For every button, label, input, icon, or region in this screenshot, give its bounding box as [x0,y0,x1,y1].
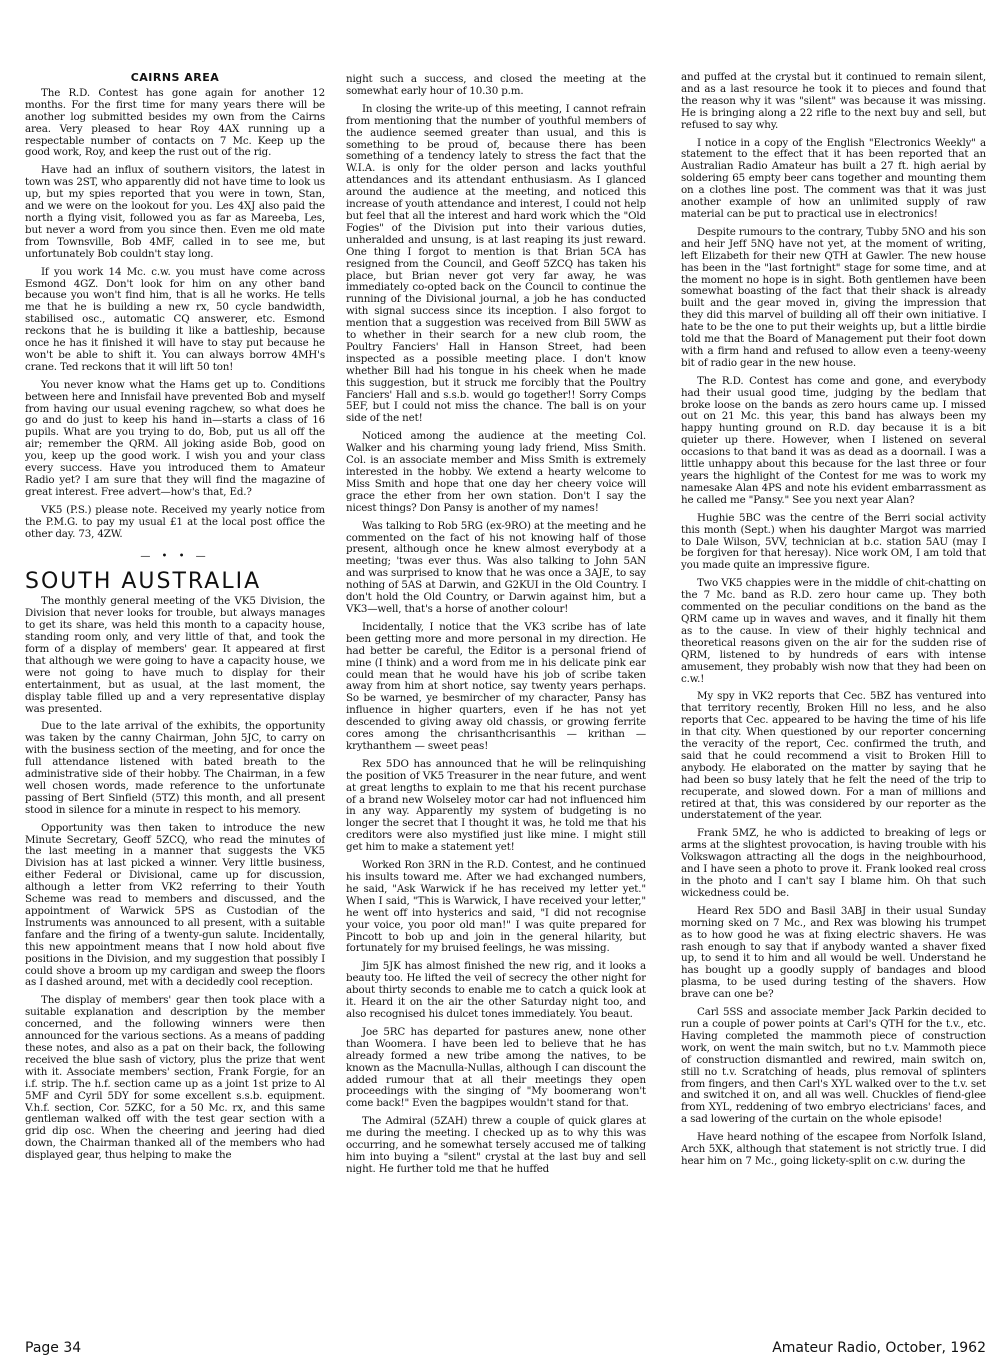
article-paragraph: Hughie 5BC was the centre of the Berri social activity this month (Sept.) when his daughter Margot was married to Dale Wilson, 5VV, technician at b.c. station 5AU (may I be forgiven for that heresay). Nice work OM, I am told that you made quite an impressive figure. [681,511,986,572]
article-paragraph: I notice in a copy of the English "Electronics Weekly" a statement to the effect that it has been reported that an Australian Radio Amateur has built a 27 ft. high aerial by soldering 65 empty beer cans together and mounting them on a clothes line post. The comment was that it was just another example of how an unlimited supply of raw material can be put to practical use in electronics! [681,136,986,220]
article-paragraph: The R.D. Contest has come and gone, and everybody had their usual good time, judging by the bedlam that broke loose on the bands as zero hours came up. I missed out on 21 Mc. this year, this band has always been my happy hunting ground on R.D. day because it is a bit quieter up there. However, when I listened on several occasions to that band it was as dead as a doornail. I was a little unhappy about this because for the last three or four years the highlight of the Contest for me was to work my namesake Alan 4PS and note his evident embarrassment as he called me "Pansy." See you next year Alan? [681,374,986,506]
article-paragraph: Despite rumours to the contrary, Tubby 5NO and his son and heir Jeff 5NQ have not yet, at the moment of writing, left Elizabeth for their new QTH at Gawler. The new house has been in the "last fortnight" stage for some time, and at the moment no hope is in sight. Both gentlemen have been somewhat boasting of the fact that their shack is already built and the gear moved in, giving the impression that they did this marvel of building all off their own initiative. I hate to be the one to put their weights up, but a little birdie told me that the Board of Management put their foot down with a firm hand and refused to allow even a teeny-weeny bit of radio gear in the new house. [681,225,986,369]
article-paragraph: Two VK5 chappies were in the middle of chit-chatting on the 7 Mc. band as R.D. zero hour came up. They both commented on the peculiar conditions on the band as the QRM came up in waves and waves, and it finally hit them as to the cause. In view of their highly technical and theoretical reasons given on the air for the sudden rise of QRM, listened to by hundreds of ears with intense amusement, they probably wish now that they had been on c.w.! [681,577,986,685]
article-paragraph: Have heard nothing of the escapee from Norfolk Island, Arch 5XK, although that statement is not strictly true. I did hear him on 7 Mc., going lickety-split on c.w. during the [681,1131,986,1167]
south-australia-heading: SOUTH AUSTRALIA [25,569,262,595]
cairns-paragraph: You never know what the Hams get up to. Conditions between here and Innisfail have prevented Bob and myself from having our usual evening ragchew, so what does he go and do just to keep his hand in—starts a class of 16 pupils. What are you trying to do, Bob, put us all off the air; remember the QRM. All joking aside Bob, good on you, keep up the good work. I wish you and your class every success. Have you introduced them to Amateur Radio yet? I am sure that they will find the magazine of great interest. Free advert—how's that, Ed.? [25,378,325,498]
article-paragraph: Carl 5SS and associate member Jack Parkin decided to run a couple of power points at Carl's QTH for the t.v., etc. Having completed the mammoth piece of construction work, on went the main switch, but no t.v. Mammoth piece of construction dismantled and rewired, main switch on, still no t.v. Scratching of heads, plus removal of splinters from fingers, and then Carl's XYL walked over to the t.v. set and switched it on, and all was well. Chuckles of fiend-glee from XYL, reddening of two embryo electricians' faces, and a sad lowering of the curtain on the whole episode! [681,1006,986,1126]
article-paragraph: The Admiral (5ZAH) threw a couple of quick glares at me during the meeting. I checked up as to why this was occurring, and he somewhat tersely accused me of talking him into buying a "silent" crystal at the last buy and sell night. He further told me that he huffed [346,1115,646,1175]
article-paragraph: Worked Ron 3RN in the R.D. Contest, and he continued his insults toward me. After we had exchanged numbers, he said, "Ask Warwick if he has received my letter yet." When I said, "This is Warwick, I have received your letter," he went off into hysterics and said, "I did not recognise your voice, you poor old man!" I was quite prepared for Pincott to bob up and join in the general hilarity, but fortunately for my bruised feelings, he was missing. [346,859,646,955]
article-paragraph: and puffed at the crystal but it continued to remain silent, and as a last resource he took it to pieces and found that the reason why it was "silent" was because it was missing. He is bringing along a 22 rifle to the next buy and sell, but refused to say why. [681,72,986,131]
sa-paragraph: The monthly general meeting of the VK5 Division, the Division that never looks for trouble, but always manages to get its share, was held this month to a capacity house, standing room only, and very little of that, and took the form of a display of members' gear. It appeared at first that although we were going to have a capacity house, we were not going to have much to display for their entertainment, but as usual, at the last moment, the display table filled up and a very representative display was presented. [25,595,325,715]
cairns-paragraph: Have had an influx of southern visitors, the latest in town was 2ST, who apparently did not have time to look us up, but my spies reported that you were in town, Stan, and we were on the lookout for you. Les 4XJ also paid the north a flying visit, followed you as far as Mareeba, Les, but never a word from you since then. Even me old mate from Townsville, Bob 4MF, called in to see me, but unfortunately Bob couldn't stay long. [25,164,325,260]
article-paragraph: Rex 5DO has announced that he will be relinquishing the position of VK5 Treasurer in the near future, and went at great lengths to explain to me that his recent purchase of a brand new Wolseley motor car had not influenced him in any way. Apparently my system of budgeting is no longer the secret that I thought it was, he told me that his creditors were also mystified just like mine. I might still get him to make a statement yet! [346,757,646,854]
column-left [25,72,325,1332]
section-separator: — • • — [140,550,210,562]
article-paragraph: Frank 5MZ, he who is addicted to breaking of legs or arms at the slightest provocation, is having trouble with his Volkswagon attracting all the dogs in the neighbourhood, and I have seen a photo to prove it. Frank looked real cross in the photo and I can't say I blame him. Oh that such wickedness could be. [681,827,986,899]
article-paragraph: My spy in VK2 reports that Cec. 5BZ has ventured into that territory recently, Broken Hill no less, and he also reports that Cec. appeared to be having the time of his life in that city. When questioned by our reporter concerning the veracity of the report, Cec. confirmed the truth, and said that he could recommend a visit to Broken Hill to anybody. He elaborated on the matter by saying that he had been so busy lately that he felt the need of the trip to recuperate, and slowed down. For a man of millions and retired at that, this was considered by our reporter as the understatement of the year. [681,690,986,822]
cairns-paragraph: VK5 (P.S.) please note. Received my yearly notice from the P.M.G. to pay my usual £1 at the local post office the other day. 73, 4ZW. [25,503,325,540]
article-paragraph: Jim 5JK has almost finished the new rig, and it looks a beauty too. He lifted the veil of secrecy the other night for about thirty seconds to enable me to catch a quick look at it. Heard it on the air the other Saturday night too, and also recognised his dulcet tones immediately. You beaut. [346,960,646,1020]
page-number: Page 34 [25,1340,82,1356]
magazine-masthead: Amateur Radio, October, 1962 [772,1340,986,1356]
article-paragraph: In closing the write-up of this meeting, I cannot refrain from mentioning that the number of youthful members of the audience seemed greater than usual, and this is something to be proud of, because there has been something of a tendency lately to stress the fact that the W.I.A. is only for the older person and lacks youthful attendances and its attendant enthusiasm. As I glanced around the audience at the meeting, and noticed this increase of youth attendance and interest, I could not help but feel that all the interest and hard work which the "Old Fogies" of the Division put into their various duties, unheralded and unsung, is at last reaping its just reward. One thing I forgot to mention is that Brian 5CA has resigned from the Council, and Geoff 5ZCQ has taken his place, but Brian never got very far away, he was immediately co-opted back on the Council to continue the running of the Divisional journal, a job he has conducted with signal success since its inception. I also forgot to mention that a suggestion was received from Bill 5WW as to whether in their search for a new club room, the Poultry Fanciers' Hall in Hanson Street, had been inspected as a possible meeting place. I don't know whether Bill had his tongue in his cheek when he made this suggestion, but it struck me forcibly that the Poultry Fanciers' Hall and s.s.b. would go together!! Sorry Comps 5EF, but I could not miss the chance. The ball is on your side of the net! [346,102,646,425]
cairns-heading: CAIRNS AREA [130,72,220,84]
column-middle [346,74,646,1332]
sa-paragraph: Opportunity was then taken to introduce the new Minute Secretary, Geoff 5ZCQ, who read the minutes of the last meeting in a manner that suggests the VK5 Division has at last picked a winner. Very little business, either Federal or Divisional, came up for discussion, although a letter from VK2 referring to their Youth Scheme was read to members and discussed, and the appointment of Warwick 5PS as Custodian of the Instruments was announced to all present, with a suitable fanfare and the firing of a twenty-gun salute. Incidentally, this new appointment means that I now hold about five positions in the Division, and my suggestion that possibly I could shove a broom up my cardigan and sweep the floors as I dashed around, met with a decidedly cool reception. [25,821,325,989]
article-paragraph: Joe 5RC has departed for pastures anew, none other than Woomera. I have been led to believe that he has already formed a new tribe among the natives, to be known as the Macnulla-Nullas, although I can discount the added rumour that at all their meetings they open proceedings with the singing of "My boomerang won't come back!" Even the bagpipes wouldn't stand for that. [346,1025,646,1110]
article-paragraph: night such a success, and closed the meeting at the somewhat early hour of 10.30 p.m. [346,74,646,97]
column-right [681,72,986,1332]
article-paragraph: Heard Rex 5DO and Basil 3ABJ in their usual Sunday morning sked on 7 Mc., and Rex was blowing his trumpet as to how good he was at fixing electric shavers. He was rash enough to say that if anybody wanted a shaver fixed up, to send it to him and all would be well. Understand he has bought up a goodly supply of bandages and blood plasma, to be used during testing of the shavers. How brave can one be? [681,904,986,1001]
sa-paragraph: Due to the late arrival of the exhibits, the opportunity was taken by the canny Chairman, John 5JC, to carry on with the business section of the meeting, and for once the full attendance listened with bated breath to the administrative side of their hobby. The Chairman, in a few well chosen words, made reference to the unfortunate passing of Bert Sinfield (5TZ) this month, and all present stood in silence for a minute in respect to his memory. [25,720,325,816]
sa-paragraph: The display of members' gear then took place with a suitable explanation and description by the member concerned, and the following winners were then announced for the various sections. As a means of padding these notes, and also as a pat on their back, the following received the blue sash of victory, plus the prize that went with it. Associate members' section, Frank Forgie, for an i.f. strip. The h.f. section came up as a joint 1st prize to Al 5MF and Cyril 5DY for some excellent s.s.b. equipment. V.h.f. section, Cor. 5ZKC, for a 50 Mc. rx, and this same gentleman walked off with the test gear section with a grid dip osc. When the cheering and jeering had died down, the Chairman thanked all of the members who had displayed gear, thus helping to make the [25,994,325,1162]
article-paragraph: Noticed among the audience at the meeting Col. Walker and his charming young lady friend, Miss Smith. Col. is an associate member and Miss Smith is extremely interested in the hobby. We extend a hearty welcome to Miss Smith and hope that one day her cheery voice will grace the ether from her own station. Don't I say the nicest things? Don Pansy is another of my names! [346,430,646,514]
article-paragraph: Incidentally, I notice that the VK3 scribe has of late been getting more and more personal in my direction. He had better be careful, the Editor is a personal friend of mine (I think) and a word from me in his delicate pink ear could mean that he would have his job of scribe taken away from him at short notice, say twenty years perhaps. So be warned, ye besmircher of my character, Pansy has influence in higher quarters, even if he has not yet descended to giving away old chassis, or growing ferrite cores among the chrisanthcrisanthis — krithan — krythanthem — sweet peas! [346,620,646,752]
article-paragraph: Was talking to Rob 5RG (ex-9RO) at the meeting and he commented on the fact of his not knowing half of those present, although once he knew almost everybody at a meeting; 'twas ever thus. Was also talking to John 5AN and was surprised to know that he was once a 3AJE, to say nothing of 5AS at Darwin, and G2KUI in the Old Country. I don't hold the Old Country, or Darwin against him, but a VK3—well, that's a horse of another colour! [346,519,646,615]
cairns-paragraph: If you work 14 Mc. c.w. you must have come across Esmond 4GZ. Don't look for him on any other band because you won't find him, that is all he works. He tells me that he is building a new rx, 50 cycle bandwidth, stabilised osc., automatic CQ answerer, etc. Esmond reckons that he is building it like a battleship, because once he has it finished it will have to stay put because he won't be able to shift it. You can always borrow 4MH's crane. Ted reckons that it will lift 50 ton! [25,265,325,373]
cairns-paragraph: The R.D. Contest has gone again for another 12 months. For the first time for many years there will be another log submitted besides my own from the Cairns area. Very pleased to hear Roy 4AX running up a respectable number of contacts on 7 Mc. Keep up the good work, Roy, and keep the rust out of the rig. [25,86,325,159]
